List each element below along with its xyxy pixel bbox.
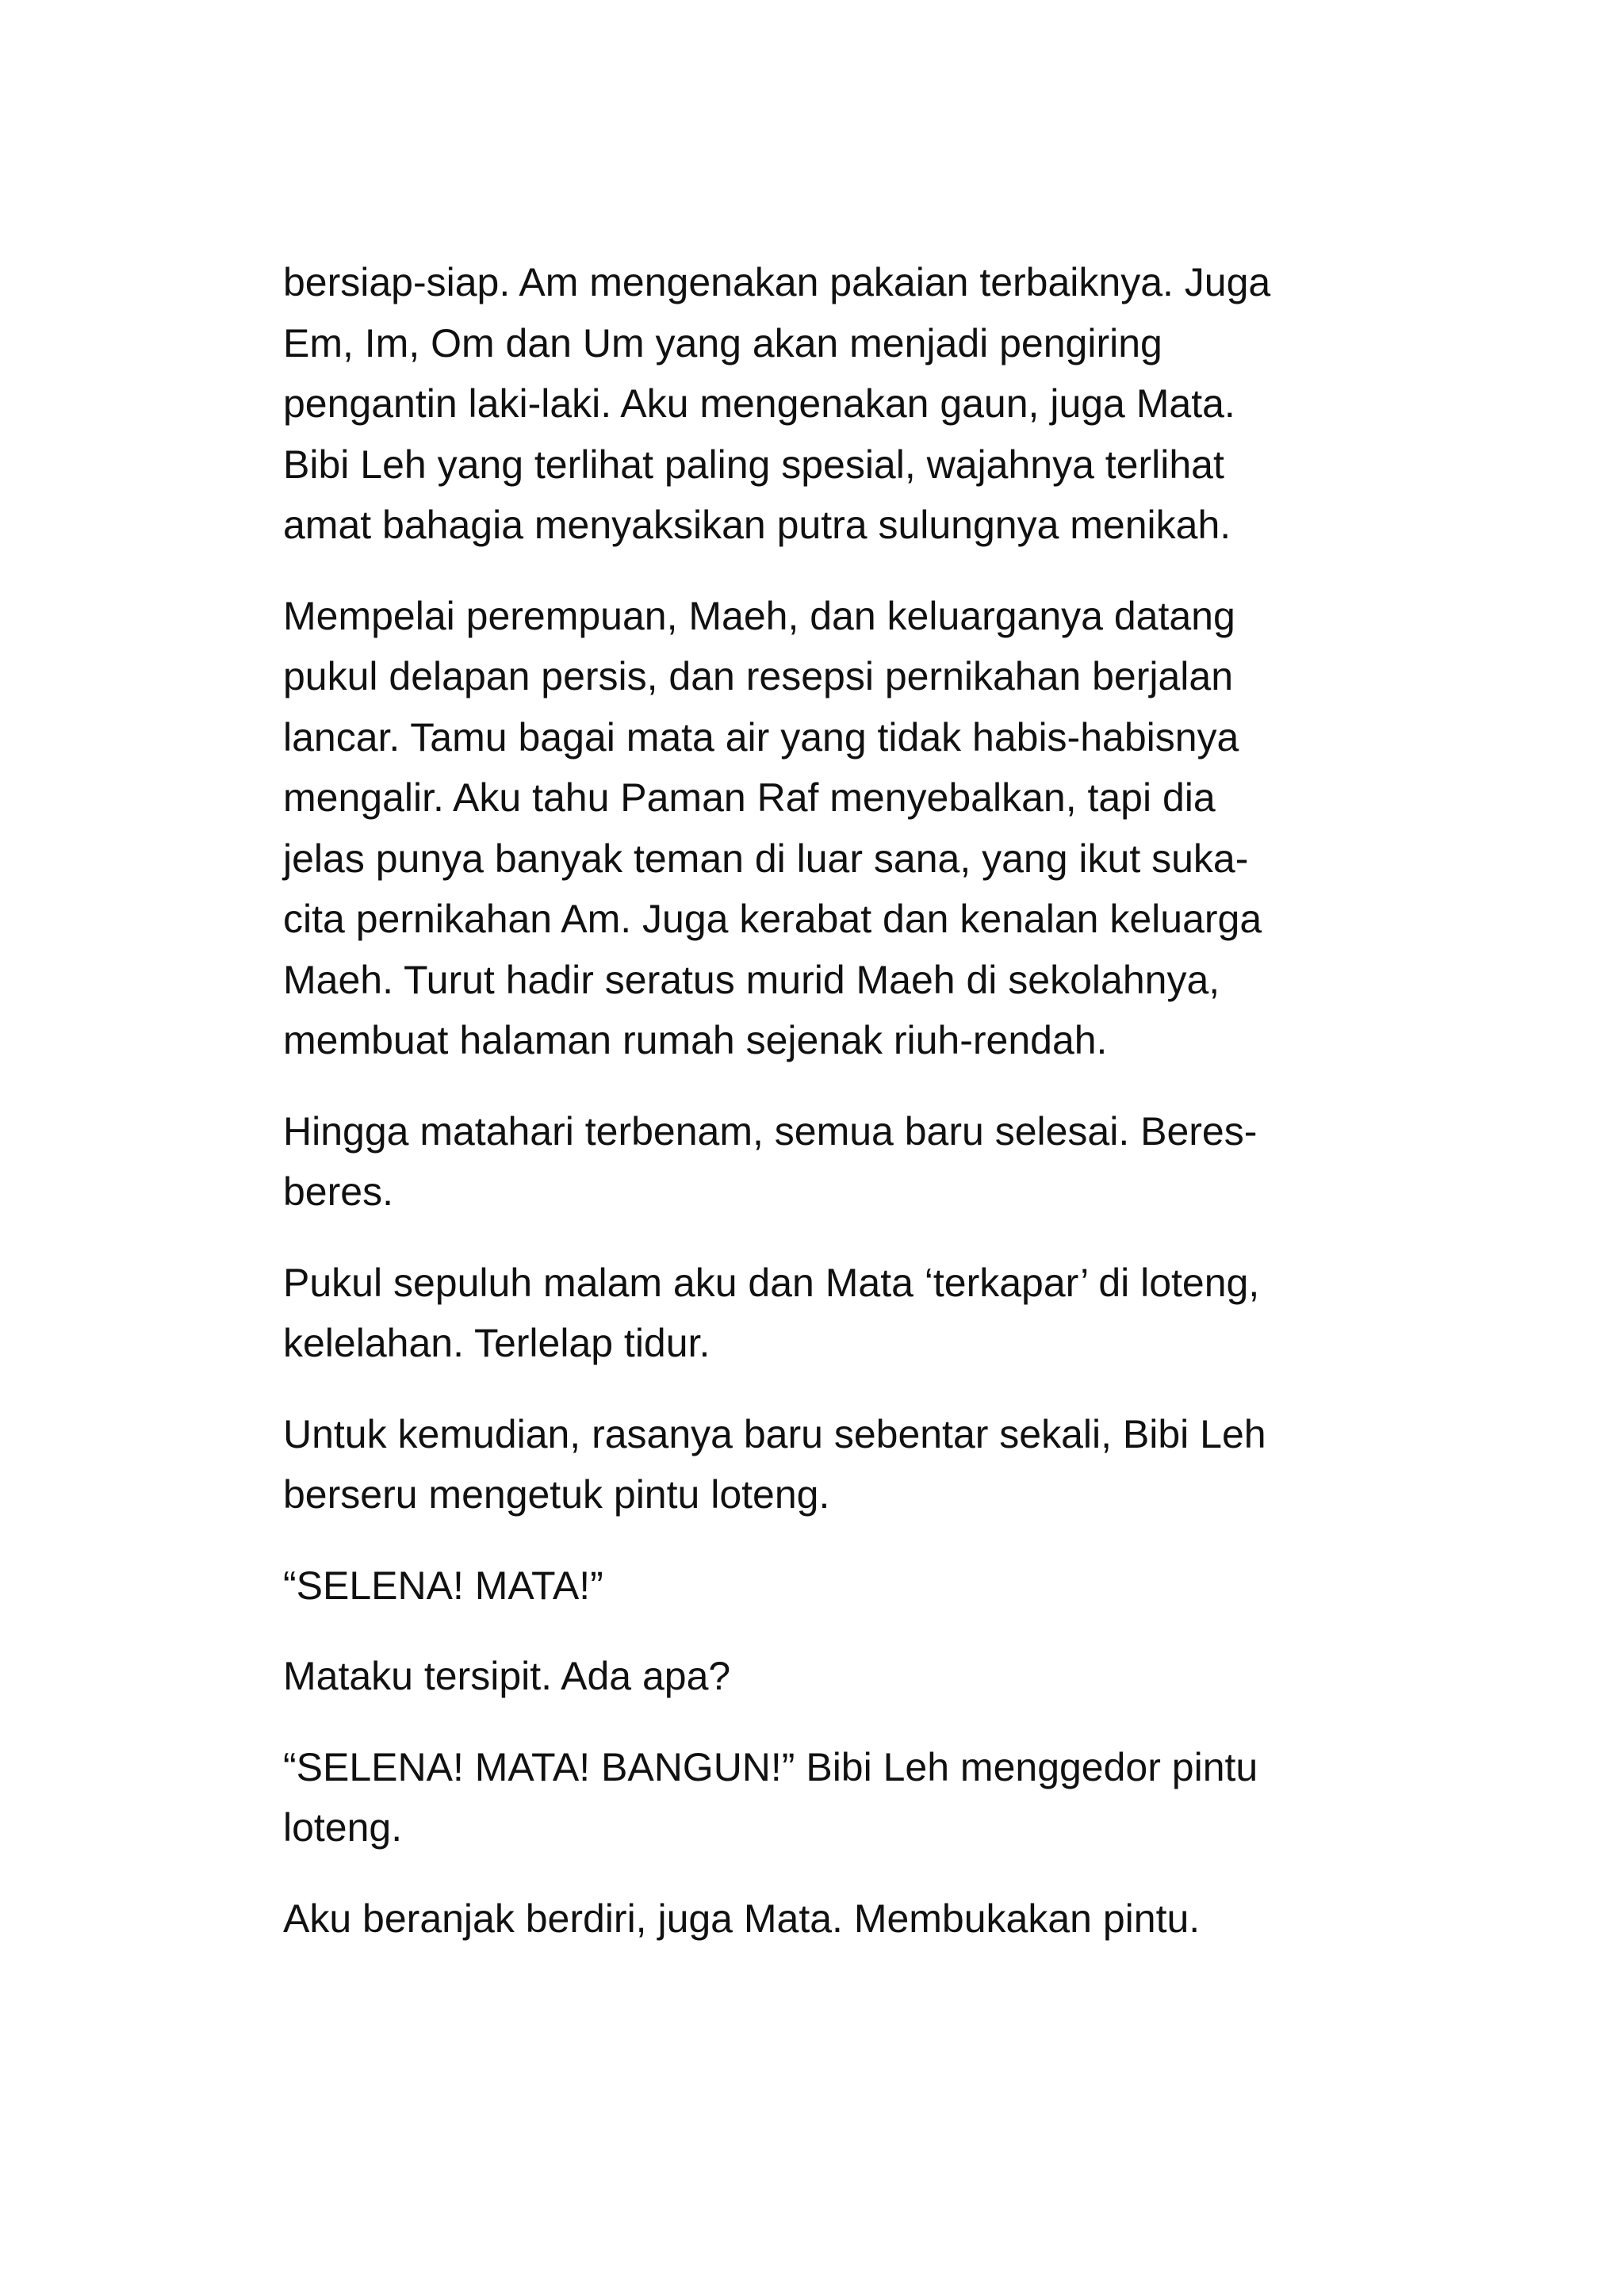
paragraph-7: Mataku tersipit. Ada apa? [283,1654,731,1698]
paragraph-8: “SELENA! MATA! BANGUN!” Bibi Leh menggedor pintu loteng. [283,1744,1258,1850]
paragraph-3: Hingga matahari terbenam, semua baru selesai. Beres- beres. [283,1108,1258,1214]
page-body-text [283,252,1369,1979]
paragraph-6: “SELENA! MATA!” [283,1563,603,1608]
paragraph-2: Mempelai perempuan, Maeh, dan keluarganya datang pukul delapan persis, dan resepsi pernikahan berjalan lancar. Tamu bagai mata air yang tidak habis-habisnya mengalir. Aku tahu Paman Raf menyebalkan, tapi dia jelas punya banyak teman di luar sana, yang ikut suka- cita pernikahan Am. Juga kerabat dan kenalan keluarga Maeh. Turut hadir seratus murid Maeh di sekolahnya, membuat halaman rumah sejenak riuh-rendah. [283,593,1262,1062]
paragraph-1: bersiap-siap. Am mengenakan pakaian terbaiknya. Juga Em, Im, Om dan Um yang akan menjadi pengiring pengantin laki-laki. Aku mengenakan gaun, juga Mata. Bibi Leh yang terlihat paling spesial, wajahnya terlihat amat bahagia menyaksikan putra sulungnya menikah. [283,260,1271,547]
paragraph-9: Aku beranjak berdiri, juga Mata. Membukakan pintu. [283,1896,1201,1941]
paragraph-5: Untuk kemudian, rasanya baru sebentar sekali, Bibi Leh berseru mengetuk pintu loteng. [283,1411,1266,1517]
paragraph-4: Pukul sepuluh malam aku dan Mata ‘terkapar’ di loteng, kelelahan. Terlelap tidur. [283,1260,1260,1365]
